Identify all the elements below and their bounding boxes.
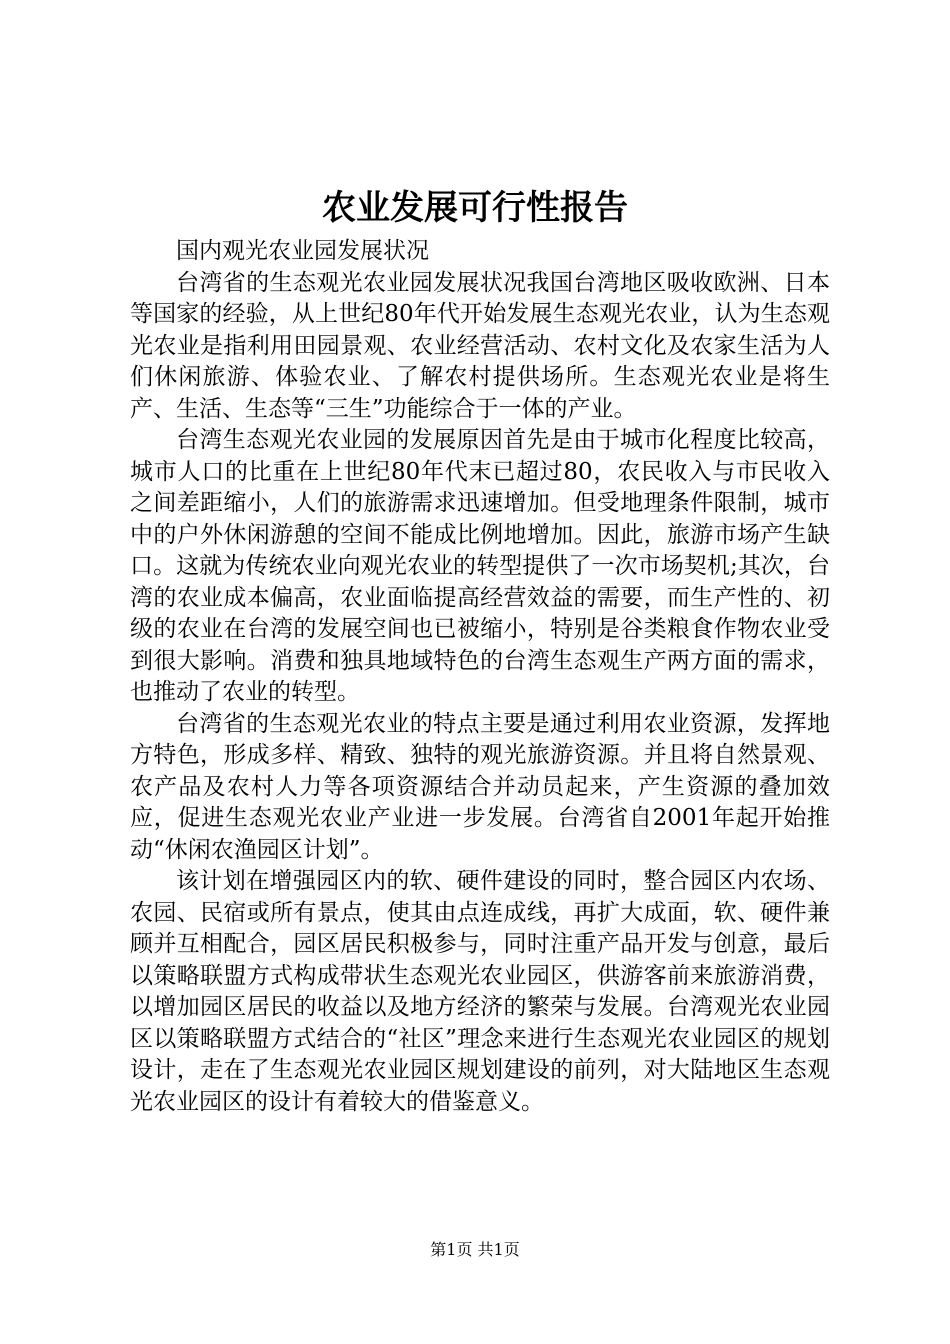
paragraph-heading: 国内观光农业园发展状况 — [176, 238, 429, 264]
paragraph: 台湾省的生态观光农业园发展状况我国台湾地区吸收欧洲、日本等国家的经验，从上世纪80年代开始发展生态观光农业，认为生态观光农业是指利用田园景观、农业经营活动、农村文化及农家生活为人们休闲旅游、体验农业、了解农村提供场所。生态观光农业是将生产、生活、生态等“三生”功能综合于一体的产业。 — [130, 269, 830, 422]
document-title: 农业发展可行性报告 — [322, 188, 628, 228]
paragraph: 台湾生态观光农业园的发展原因首先是由于城市化程度比较高，城市人口的比重在上世纪80年代末已超过80，农民收入与市民收入之间差距缩小，人们的旅游需求迅速增加。但受地理条件限制，城市中的户外休闲游憩的空间不能成比例地增加。因此，旅游市场产生缺口。这就为传统农业向观光农业的转型提供了一次市场契机;其次，台湾的农业成本偏高，农业面临提高经营效益的需要，而生产性的、初级的农业在台湾的发展空间也已被缩小，特别是谷类粮食作物农业受到很大影响。消费和独具地域特色的台湾生态观生产两方面的需求，也推动了农业的转型。 — [130, 427, 830, 705]
paragraph: 该计划在增强园区内的软、硬件建设的同时，整合园区内农场、农园、民宿或所有景点，使其由点连成线，再扩大成面，软、硬件兼顾并互相配合，园区居民积极参与，同时注重产品开发与创意，最后以策略联盟方式构成带状生态观光农业园区，供游客前来旅游消费，以增加园区居民的收益以及地方经济的繁荣与发展。台湾观光农业园区以策略联盟方式结合的“社区”理念来进行生态观光农业园区的规划设计，走在了生态观光农业园区规划建设的前列，对大陆地区生态观光农业园区的设计有着较大的借鉴意义。 — [130, 868, 830, 1115]
paragraph: 台湾省的生态观光农业的特点主要是通过利用农业资源，发挥地方特色，形成多样、精致、独特的观光旅游资源。并且将自然景观、农产品及农村人力等各项资源结合并动员起来，产生资源的叠加效应，促进生态观光农业产业进一步发展。台湾省自2001年起开始推动“休闲农渔园区计划”。 — [130, 710, 830, 863]
document-body — [130, 236, 830, 1118]
page-footer: 第1页 共1页 — [430, 1240, 520, 1259]
